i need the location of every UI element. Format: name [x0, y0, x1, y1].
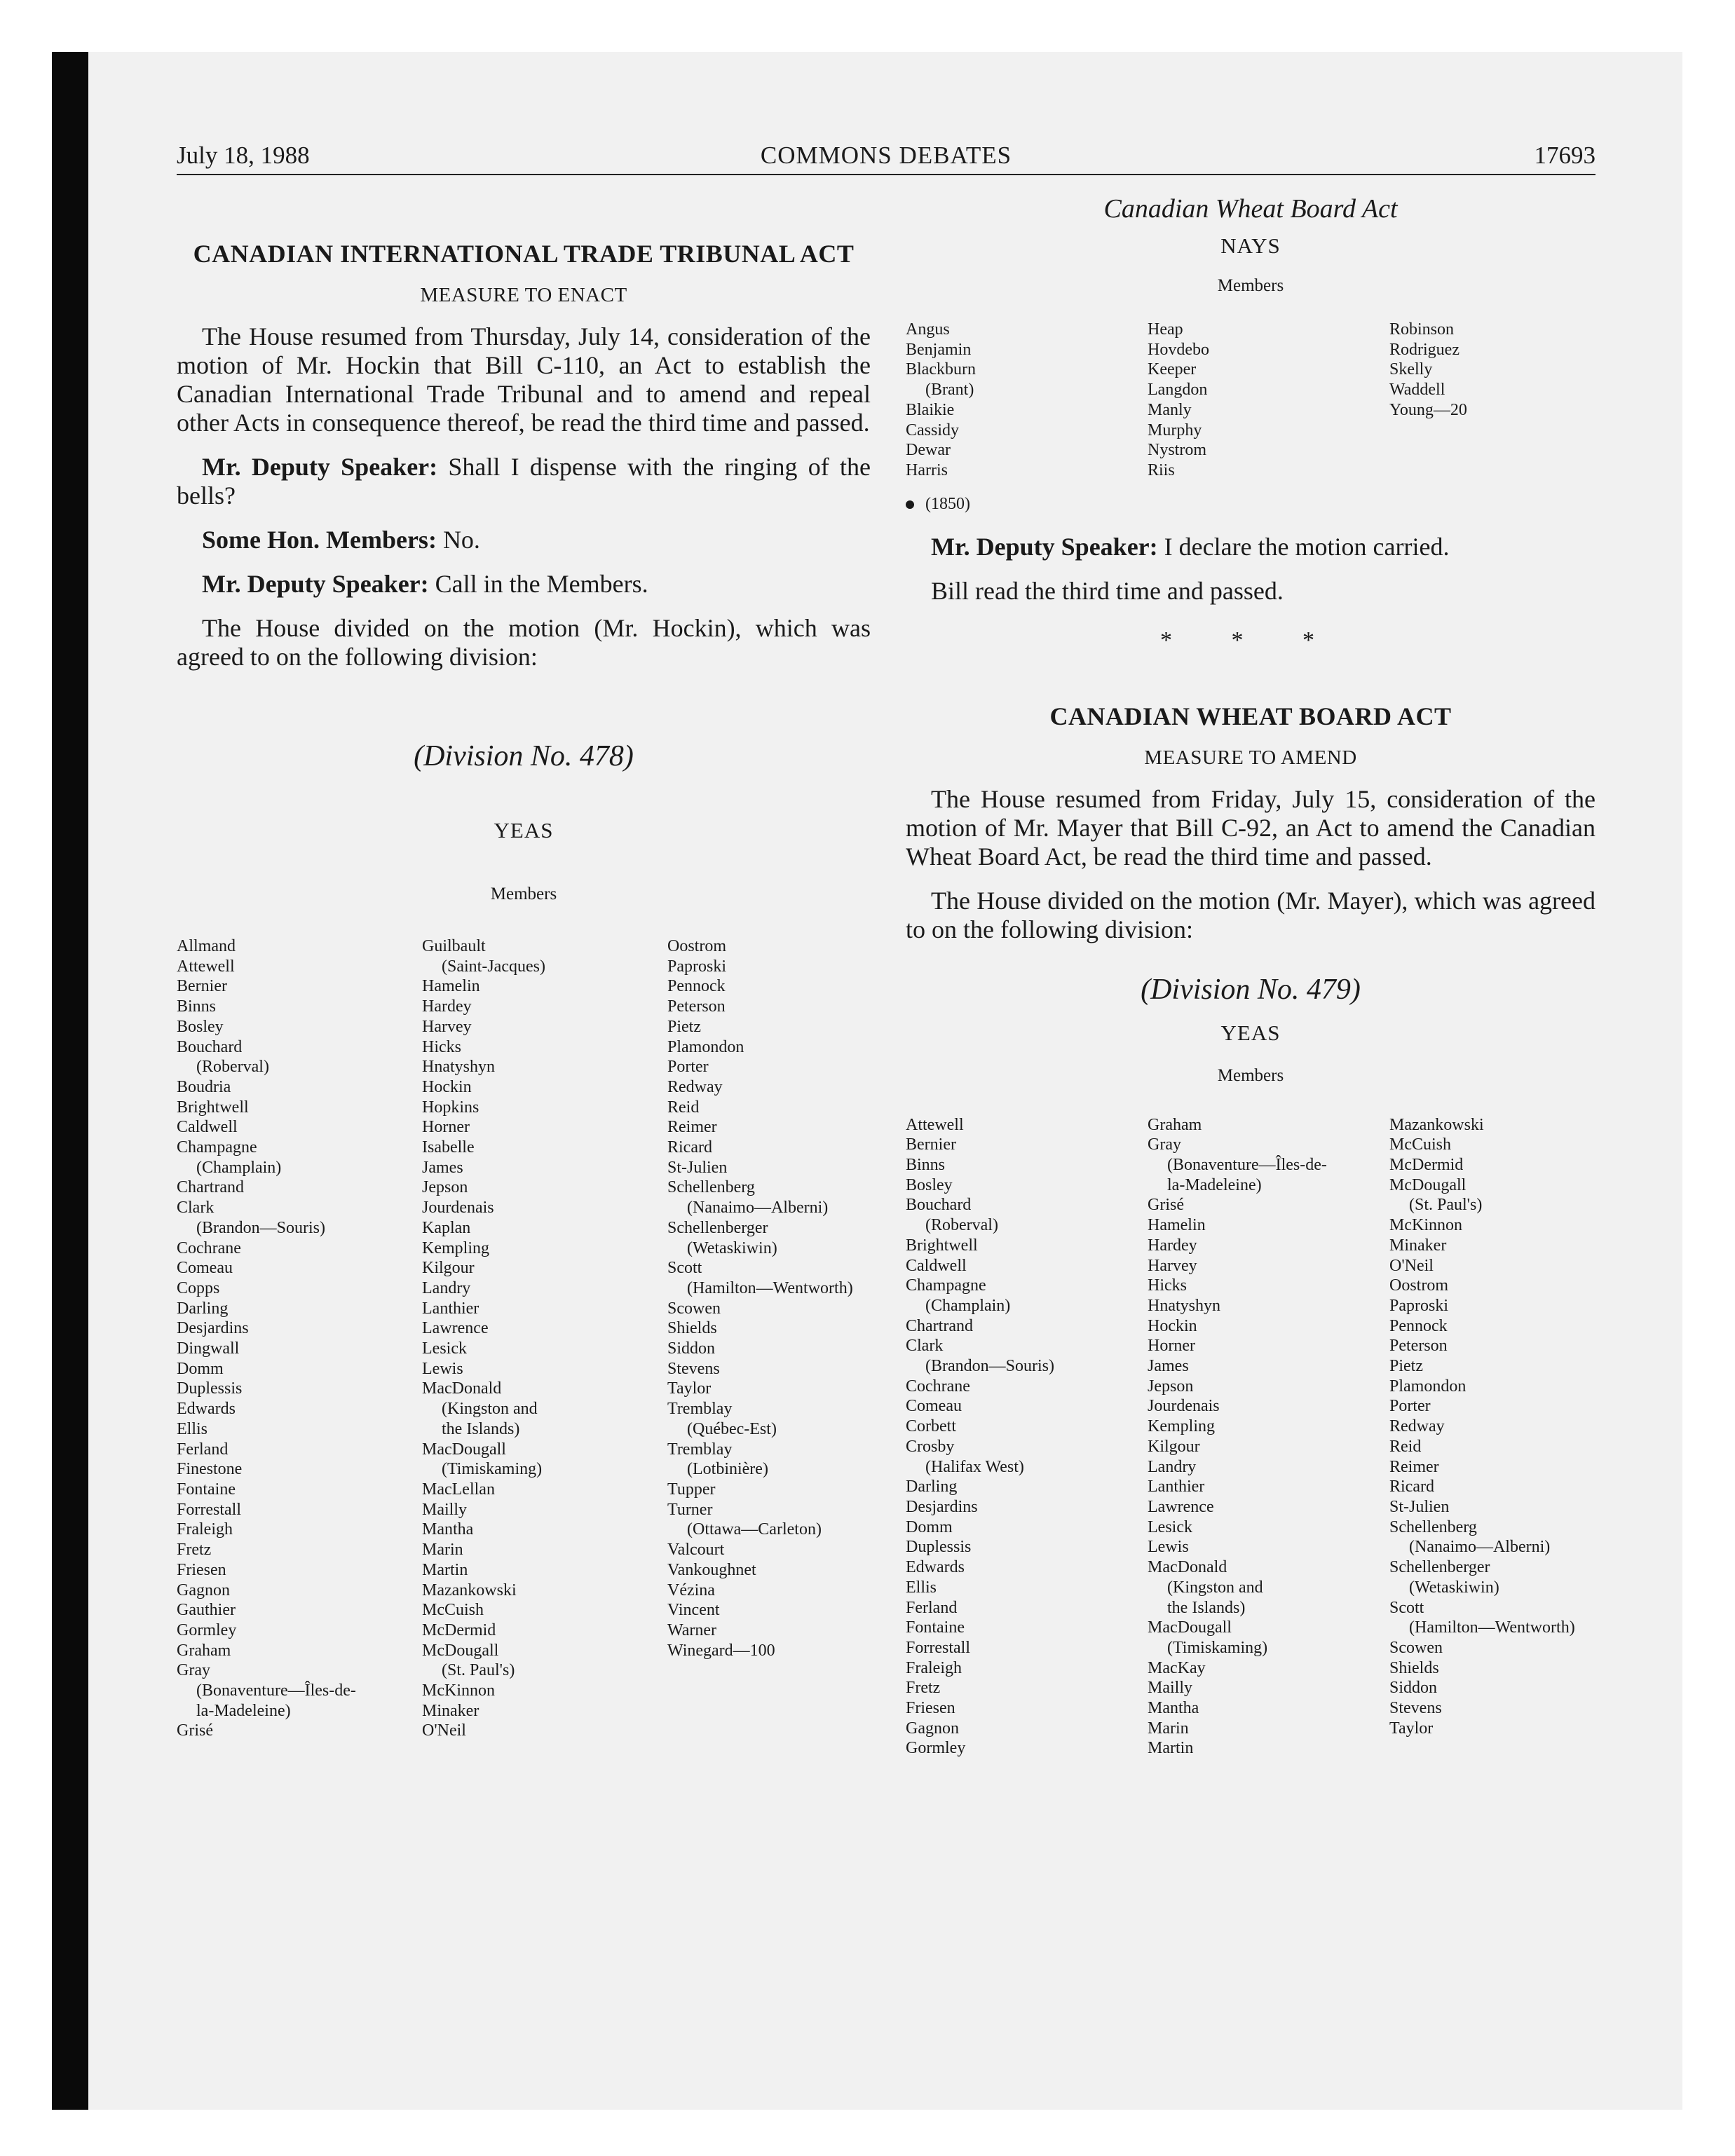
member-name: Martin [422, 1560, 468, 1579]
member-name: Redway [667, 1077, 723, 1096]
member-name: Manly [1148, 400, 1192, 419]
member-name: Lanthier [422, 1299, 479, 1318]
member-name: Blackburn [906, 360, 976, 379]
member-name: Jourdenais [422, 1199, 494, 1217]
member-name: Paproski [667, 957, 726, 976]
header-page-number: 17693 [1534, 142, 1595, 169]
yeas-label: YEAS [494, 818, 554, 842]
member-name: Darling [177, 1299, 229, 1318]
member-name: Hnatyshyn [422, 1058, 495, 1077]
member-name: Bosley [906, 1175, 953, 1194]
member-name: (Ottawa—Carleton) [687, 1520, 822, 1539]
member-name: Landry [1148, 1457, 1197, 1476]
division-number: (Division No. 479) [1141, 973, 1361, 1006]
member-name: Kilgour [422, 1259, 475, 1278]
member-name: Brightwell [906, 1236, 978, 1255]
member-name: Mazankowski [1389, 1115, 1484, 1134]
member-name: Redway [1389, 1417, 1445, 1436]
member-name: (St. Paul's) [1409, 1196, 1483, 1215]
speech-deputy-speaker-1 [177, 453, 871, 510]
member-name: Kaplan [422, 1218, 471, 1237]
member-name: Shields [667, 1319, 717, 1338]
yeas-column-2 [1148, 1115, 1389, 1759]
member-name: Lesick [1148, 1517, 1192, 1536]
member-name: Scowen [1389, 1638, 1443, 1657]
speech-text: Call in the Members. [428, 570, 648, 598]
member-name: Forrestall [906, 1638, 970, 1657]
division-intro: The House divided on the motion (Mr. Hockin), which was agreed to on the following division: [177, 614, 871, 671]
member-name: Harvey [1148, 1256, 1197, 1275]
yeas-label: YEAS [1220, 1020, 1281, 1045]
member-name: Minaker [1389, 1236, 1447, 1255]
member-name: Duplessis [906, 1538, 972, 1557]
member-name: Edwards [177, 1400, 236, 1419]
members-label: Members [490, 885, 557, 903]
member-name: Lewis [422, 1359, 463, 1378]
member-name: Shields [1389, 1658, 1439, 1677]
member-name: O'Neil [1389, 1256, 1434, 1275]
member-name: McKinnon [422, 1681, 495, 1700]
member-name: Hockin [1148, 1316, 1197, 1335]
member-name: Gray [1148, 1135, 1181, 1154]
member-name: Lanthier [1148, 1478, 1205, 1496]
member-name: Hamelin [1148, 1216, 1206, 1235]
member-name: Tremblay [667, 1440, 733, 1459]
measure-label: MEASURE TO AMEND [1144, 746, 1357, 769]
member-name: Ricard [667, 1138, 712, 1157]
member-name: MacDonald [422, 1379, 502, 1398]
speech-deputy-speaker-2 [177, 570, 871, 599]
member-name: Schellenberger [667, 1218, 768, 1237]
member-name: (Brant) [925, 381, 974, 400]
member-name: Reimer [667, 1118, 717, 1137]
continued-act-title: Canadian Wheat Board Act [1103, 194, 1398, 224]
member-name: (St. Paul's) [442, 1661, 515, 1680]
member-name: Siddon [1389, 1679, 1438, 1698]
member-name: Oostrom [667, 937, 726, 955]
member-name: MacDonald [1148, 1558, 1227, 1577]
member-name: Gagnon [906, 1719, 959, 1738]
member-name: MacLellan [422, 1480, 495, 1499]
member-name: Bouchard [906, 1196, 972, 1215]
member-name: Rodriguez [1389, 340, 1460, 359]
member-name: (Kingston and [1167, 1578, 1263, 1597]
yeas-list [177, 936, 871, 1741]
member-name: Scott [667, 1259, 702, 1278]
member-name: Peterson [667, 997, 726, 1016]
division-intro: The House divided on the motion (Mr. Mayer), which was agreed to on the following division: [906, 886, 1595, 943]
division-number: (Division No. 478) [414, 740, 634, 772]
member-name: Keeper [1148, 360, 1197, 379]
member-name: Gauthier [177, 1601, 236, 1620]
member-name: Stevens [1389, 1699, 1442, 1718]
member-name: Marin [422, 1541, 463, 1560]
speech-deputy-speaker-3 [931, 533, 1595, 561]
member-name: Winegard—100 [667, 1641, 775, 1660]
speaker-name: Mr. Deputy Speaker: [931, 532, 1158, 561]
yeas-column-3 [1389, 1115, 1595, 1759]
member-name: Clark [177, 1199, 215, 1217]
member-name: Hopkins [422, 1098, 479, 1117]
member-name: Boudria [177, 1077, 231, 1096]
member-name: (Champlain) [196, 1158, 282, 1177]
member-name: (Wetaskiwin) [687, 1239, 777, 1257]
member-name: Valcourt [667, 1541, 725, 1560]
member-name: Lawrence [422, 1319, 489, 1338]
member-name: Ellis [177, 1419, 208, 1438]
member-name: la-Madeleine) [1167, 1175, 1262, 1194]
member-name: Desjardins [177, 1319, 249, 1338]
measure-label: MEASURE TO ENACT [420, 284, 627, 306]
yeas-column-2 [422, 936, 667, 1741]
member-name: Warner [667, 1621, 717, 1639]
member-name: Fontaine [177, 1480, 236, 1499]
member-name: Hamelin [422, 977, 480, 996]
member-name: Landry [422, 1278, 471, 1297]
member-name: McDougall [422, 1641, 499, 1660]
member-name: (Lotbinière) [687, 1460, 768, 1479]
members-label: Members [1217, 276, 1284, 295]
speaker-name: Mr. Deputy Speaker: [202, 570, 429, 598]
member-name: Bouchard [177, 1037, 243, 1056]
member-name: (Champlain) [925, 1296, 1011, 1315]
member-name: McDermid [1389, 1156, 1464, 1175]
member-name: Hicks [422, 1037, 461, 1056]
member-name: Vézina [667, 1581, 715, 1599]
member-name: Chartrand [177, 1178, 244, 1197]
member-name: Graham [1148, 1115, 1202, 1134]
member-name: Angus [906, 320, 950, 339]
member-name: Finestone [177, 1460, 243, 1479]
member-name: Lesick [422, 1339, 467, 1358]
member-name: Plamondon [1389, 1377, 1467, 1396]
member-name: Forrestall [177, 1500, 241, 1519]
member-name: Waddell [1389, 381, 1445, 400]
bill-passed: Bill read the third time and passed. [931, 576, 1284, 605]
running-head [177, 140, 1595, 175]
member-name: Porter [1389, 1397, 1431, 1416]
member-name: Ellis [906, 1578, 937, 1597]
right-column [906, 193, 1595, 1759]
member-name: Corbett [906, 1417, 956, 1436]
member-name: McKinnon [1389, 1216, 1462, 1235]
member-name: (Québec-Est) [687, 1419, 777, 1438]
member-name: MacKay [1148, 1658, 1206, 1677]
member-name: Kempling [422, 1239, 489, 1257]
member-name: Domm [906, 1517, 953, 1536]
intro-paragraph: The House resumed from Friday, July 15, consideration of the motion of Mr. Mayer that Bill C-92, an Act to amend the Canadian Wheat Board Act, be read the third time and passed. [906, 784, 1595, 871]
member-name: Grisé [1148, 1196, 1184, 1215]
member-name: (Bonaventure—Îles-de- [1167, 1156, 1327, 1175]
member-name: Jepson [1148, 1377, 1194, 1396]
member-name: Jepson [422, 1178, 468, 1197]
member-name: Reid [1389, 1437, 1422, 1456]
member-name: MacDougall [422, 1440, 506, 1459]
member-name: Harvey [422, 1017, 472, 1036]
member-name: Bosley [177, 1017, 224, 1036]
member-name: Cassidy [906, 421, 960, 439]
member-name: Siddon [667, 1339, 716, 1358]
member-name: (Timiskaming) [1167, 1638, 1268, 1657]
member-name: Paproski [1389, 1296, 1448, 1315]
member-name: Hardey [1148, 1236, 1197, 1255]
member-name: Binns [177, 997, 217, 1016]
member-name: Chartrand [906, 1316, 973, 1335]
member-name: Friesen [906, 1699, 955, 1718]
member-name: Heap [1148, 320, 1183, 339]
member-name: (Timiskaming) [442, 1460, 543, 1479]
member-name: Harris [906, 460, 948, 479]
member-name: Champagne [177, 1138, 257, 1157]
member-name: Darling [906, 1478, 958, 1496]
member-name: Murphy [1148, 421, 1202, 439]
member-name: the Islands) [1167, 1598, 1246, 1617]
member-name: Plamondon [667, 1037, 744, 1056]
member-name: Tremblay [667, 1400, 733, 1419]
member-name: O'Neil [422, 1721, 466, 1740]
member-name: Bernier [906, 1135, 956, 1154]
member-name: Grisé [177, 1721, 213, 1740]
member-name: Kilgour [1148, 1437, 1200, 1456]
speech-text: I declare the motion carried. [1157, 532, 1450, 561]
member-name: Comeau [906, 1397, 962, 1416]
member-name: Mantha [1148, 1699, 1199, 1718]
nays-column-3 [1389, 320, 1593, 481]
act-title-trade-tribunal: CANADIAN INTERNATIONAL TRADE TRIBUNAL ACT [193, 240, 855, 268]
members-label: Members [1217, 1065, 1284, 1085]
member-name: Pietz [1389, 1357, 1423, 1376]
member-name: Kempling [1148, 1417, 1215, 1436]
member-name: Duplessis [177, 1379, 243, 1398]
member-name: Marin [1148, 1719, 1189, 1738]
time-text: (1850) [925, 494, 970, 513]
nays-column-1 [906, 320, 1148, 481]
member-name: Oostrom [1389, 1276, 1448, 1295]
member-name: McCuish [422, 1601, 484, 1620]
scan-edge [52, 52, 88, 2110]
member-name: the Islands) [442, 1419, 520, 1438]
speaker-name: Some Hon. Members: [202, 526, 437, 554]
member-name: Jourdenais [1148, 1397, 1220, 1416]
member-name: Pennock [1389, 1316, 1448, 1335]
member-name: Copps [177, 1278, 220, 1297]
member-name: Mazankowski [422, 1581, 517, 1599]
member-name: Cochrane [177, 1239, 241, 1257]
member-name: Champagne [906, 1276, 986, 1295]
member-name: MacDougall [1148, 1618, 1232, 1637]
member-name: Mailly [422, 1500, 467, 1519]
member-name: Friesen [177, 1560, 226, 1579]
speech-text: No. [436, 526, 480, 554]
member-name: Allmand [177, 937, 236, 955]
member-name: Isabelle [422, 1138, 475, 1157]
member-name: Mantha [422, 1520, 474, 1539]
member-name: Nystrom [1148, 441, 1206, 460]
member-name: Fontaine [906, 1618, 965, 1637]
member-name: Porter [667, 1058, 709, 1077]
member-name: Fretz [177, 1541, 212, 1560]
member-name: James [422, 1158, 463, 1177]
member-name: Pennock [667, 977, 726, 996]
member-name: Reid [667, 1098, 700, 1117]
member-name: Horner [422, 1118, 470, 1137]
member-name: (Nanaimo—Alberni) [1409, 1538, 1551, 1557]
member-name: Hovdebo [1148, 340, 1209, 359]
member-name: Benjamin [906, 340, 972, 359]
member-name: Martin [1148, 1739, 1194, 1758]
member-name: Lewis [1148, 1538, 1189, 1557]
speech-text: Shall I dispense with the ringing of the bells? [177, 453, 871, 510]
act-title-wheat-board: CANADIAN WHEAT BOARD ACT [1049, 702, 1452, 730]
section-separator: * * * [1160, 627, 1341, 653]
member-name: Pietz [667, 1017, 701, 1036]
member-name: (Bonaventure—Îles-de- [196, 1681, 356, 1700]
yeas-column-3 [667, 936, 871, 1741]
member-name: Attewell [906, 1115, 964, 1134]
member-name: (Brandon—Souris) [925, 1357, 1054, 1376]
member-name: Langdon [1148, 381, 1208, 400]
header-title: COMMONS DEBATES [760, 142, 1012, 169]
member-name: Hnatyshyn [1148, 1296, 1220, 1315]
member-name: Reimer [1389, 1457, 1439, 1476]
member-name: Guilbault [422, 937, 486, 955]
member-name: Binns [906, 1156, 946, 1175]
member-name: (Roberval) [925, 1216, 998, 1235]
yeas-column-1 [177, 936, 422, 1741]
member-name: Vankoughnet [667, 1560, 756, 1579]
member-name: (Nanaimo—Alberni) [687, 1199, 829, 1217]
nays-list [906, 320, 1595, 481]
member-name: McDermid [422, 1621, 496, 1639]
member-name: Scowen [667, 1299, 721, 1318]
member-name: (Hamilton—Wentworth) [687, 1278, 853, 1297]
member-name: Graham [177, 1641, 231, 1660]
member-name: Minaker [422, 1701, 479, 1720]
document-page [177, 140, 1595, 2075]
member-name: Horner [1148, 1337, 1195, 1356]
member-name: Bernier [177, 977, 227, 996]
member-name: Gormley [177, 1621, 237, 1639]
member-name: Schellenberg [1389, 1517, 1477, 1536]
nays-column-2 [1148, 320, 1389, 481]
member-name: Desjardins [906, 1497, 978, 1516]
member-name: St-Julien [1389, 1497, 1450, 1516]
member-name: la-Madeleine) [196, 1701, 291, 1720]
member-name: Robinson [1389, 320, 1455, 339]
member-name: Stevens [667, 1359, 720, 1378]
member-name: Hockin [422, 1077, 472, 1096]
member-name: James [1148, 1357, 1189, 1376]
member-name: Fraleigh [177, 1520, 233, 1539]
member-name: Schellenberg [667, 1178, 755, 1197]
member-name: Dewar [906, 441, 951, 460]
member-name: St-Julien [667, 1158, 728, 1177]
member-name: Schellenberger [1389, 1558, 1490, 1577]
member-name: Caldwell [906, 1256, 967, 1275]
member-name: Turner [667, 1500, 713, 1519]
member-name: Hardey [422, 997, 472, 1016]
member-name: Peterson [1389, 1337, 1448, 1356]
member-name: Vincent [667, 1601, 720, 1620]
member-name: Clark [906, 1337, 944, 1356]
left-column [177, 238, 871, 1741]
nays-label: NAYS [1220, 233, 1281, 258]
yeas-list [906, 1115, 1595, 1759]
member-name: Taylor [1389, 1719, 1434, 1738]
member-name: Ricard [1389, 1478, 1434, 1496]
member-name: Dingwall [177, 1339, 240, 1358]
member-name: McCuish [1389, 1135, 1452, 1154]
member-name: (Halifax West) [925, 1457, 1024, 1476]
member-name: (Hamilton—Wentworth) [1409, 1618, 1575, 1637]
member-name: Fretz [906, 1679, 941, 1698]
bullet-icon [906, 500, 914, 509]
member-name: McDougall [1389, 1175, 1467, 1194]
member-name: Crosby [906, 1437, 955, 1456]
member-name: (Roberval) [196, 1058, 269, 1077]
member-name: (Saint-Jacques) [442, 957, 545, 976]
member-name: Mailly [1148, 1679, 1192, 1698]
member-name: Young—20 [1389, 400, 1467, 419]
intro-paragraph: The House resumed from Thursday, July 14, consideration of the motion of Mr. Hockin that Bill C-110, an Act to establish the Canadian International Trade Tribunal and to amend and repeal other Acts in consequence thereof, be read the third time and passed. [177, 322, 871, 437]
header-date: July 18, 1988 [177, 142, 310, 169]
member-name: Domm [177, 1359, 224, 1378]
speaker-name: Mr. Deputy Speaker: [202, 453, 438, 481]
member-name: Lawrence [1148, 1497, 1214, 1516]
yeas-column-1 [906, 1115, 1148, 1759]
member-name: Gray [177, 1661, 210, 1680]
member-name: Riis [1148, 460, 1175, 479]
member-name: Ferland [177, 1440, 229, 1459]
member-name: Scott [1389, 1598, 1424, 1617]
member-name: Taylor [667, 1379, 712, 1398]
member-name: Cochrane [906, 1377, 970, 1396]
member-name: Attewell [177, 957, 235, 976]
member-name: Caldwell [177, 1118, 238, 1137]
member-name: Skelly [1389, 360, 1433, 379]
member-name: Edwards [906, 1558, 965, 1577]
member-name: (Wetaskiwin) [1409, 1578, 1499, 1597]
member-name: Blaikie [906, 400, 955, 419]
member-name: Hicks [1148, 1276, 1187, 1295]
member-name: Gagnon [177, 1581, 230, 1599]
member-name: Fraleigh [906, 1658, 962, 1677]
member-name: Ferland [906, 1598, 958, 1617]
member-name: Comeau [177, 1259, 233, 1278]
member-name: (Kingston and [442, 1400, 538, 1419]
member-name: (Brandon—Souris) [196, 1218, 325, 1237]
time-stamp [906, 493, 1595, 514]
member-name: Brightwell [177, 1098, 249, 1117]
member-name: Tupper [667, 1480, 716, 1499]
member-name: Gormley [906, 1739, 966, 1758]
speech-hon-members [177, 526, 871, 554]
